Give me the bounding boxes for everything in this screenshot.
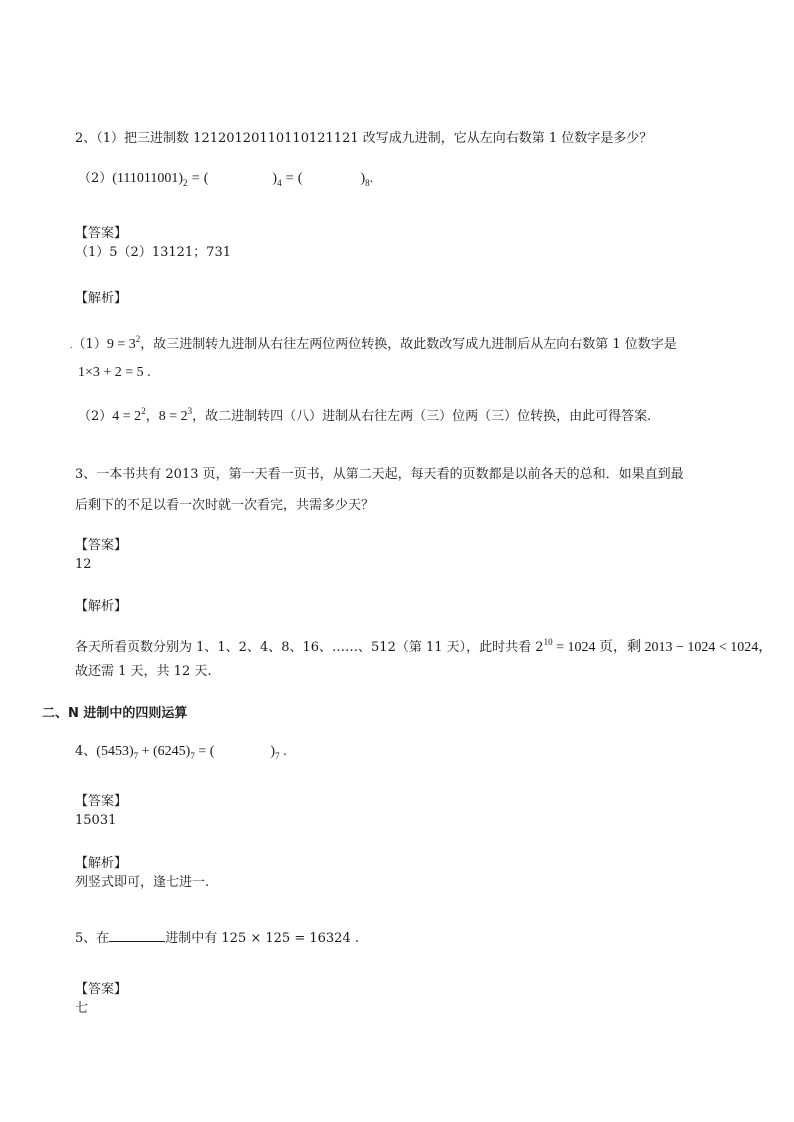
- q2-paren-close-1: ): [272, 171, 278, 186]
- q2-analysis-label: 【解析】: [75, 291, 128, 306]
- q4-analysis: 列竖式即可，逢七进一.: [75, 875, 210, 890]
- q4-close: ): [270, 744, 276, 759]
- q2-analysis-p2-sep: ，: [145, 409, 159, 424]
- q4-analysis-label: 【解析】: [75, 856, 128, 871]
- q3-analysis-line2: 故还需 1 天，共 12 天.: [75, 664, 212, 679]
- q2-answer: （1）5（2）13121；731: [75, 245, 231, 260]
- section2-title: 二、N 进制中的四则运算: [42, 706, 188, 721]
- q2-analysis-p2-m1: 4 = 2: [112, 409, 142, 424]
- q4-expr: [75, 743, 287, 765]
- q3-answer-label: 【答案】: [75, 538, 128, 553]
- q2-base8: 8: [365, 178, 370, 188]
- q5-answer-label: 【答案】: [75, 982, 128, 997]
- q2-eq-2: =: [285, 171, 294, 186]
- q2-analysis-p1-exp: 2: [135, 334, 141, 344]
- q2-paren-open-1: (: [203, 171, 209, 186]
- q4-period: .: [279, 744, 287, 759]
- q4-plus: +: [138, 744, 154, 759]
- q4-number: 4、: [75, 744, 97, 759]
- q2-paren-open-2: (: [297, 171, 303, 186]
- q2-base2: 2: [183, 178, 188, 188]
- q5-answer: 七: [75, 1001, 89, 1016]
- q2-part1-text: （1）把三进制数 12120120110110121121 改写成九进制，它从左向右数第 1 位数字是多少？: [96, 131, 653, 146]
- q2-number: 2、: [75, 131, 97, 146]
- q3-line2: 后剩下的不足以看一次时就一次看完，共需多少天？: [75, 498, 375, 513]
- q5-blank: [109, 929, 165, 942]
- q2-analysis-p2-text: ，故二进制转四（八）进制从右往左两（三）位两（三）位转换，由此可得答案.: [192, 409, 652, 424]
- q3-analysis-post: = 1024 页，剩 2013 − 1024 < 1024，: [552, 640, 773, 655]
- q2-analysis-p2-m2: 8 = 2: [158, 409, 188, 424]
- q4-answer-label: 【答案】: [75, 794, 128, 809]
- q2-analysis-p1-calc: 1×3 + 2 = 5 .: [78, 365, 151, 380]
- q5-prefix: 5、在: [75, 931, 110, 946]
- q4-term2: (6245): [153, 744, 191, 759]
- q4-term1: (5453): [96, 744, 134, 759]
- q2-paren-close-2: ): [360, 171, 366, 186]
- q2-answer-label: 【答案】: [75, 226, 128, 241]
- q2-analysis-p2: [78, 402, 651, 426]
- q2-period: .: [369, 171, 374, 186]
- q4-base1: 7: [133, 751, 139, 761]
- q2-analysis-p1: [70, 330, 677, 355]
- q3-analysis-label: 【解析】: [75, 599, 128, 614]
- q2-base4: 4: [277, 178, 282, 188]
- q2-analysis-p1-math: 9 = 3: [106, 337, 136, 352]
- q2-part2: [78, 170, 373, 192]
- q2-analysis-p2-lead: （2）: [78, 409, 113, 424]
- q4-eq: = (: [194, 744, 215, 759]
- q2-analysis-p2-e2: 3: [187, 406, 193, 416]
- q2-part2-label: （2）: [78, 171, 113, 186]
- q4-base3: 7: [275, 751, 280, 761]
- q4-base2: 7: [190, 751, 195, 761]
- q2-analysis-p1-lead: （1）: [72, 337, 107, 352]
- q2-analysis-p2-e1: 2: [141, 406, 146, 416]
- q2-analysis-p1-text: ，故三进制转九进制从右往左两位两位转换，故此数改写成九进制后从左向右数第 1 位数字是: [140, 337, 677, 352]
- q3-line1: 3、一本书共有 2013 页，第一天看一页书，从第二天起，每天看的页数都是以前各天的总和．如果直到最: [75, 467, 684, 482]
- q3-analysis-exp: 10: [543, 637, 553, 647]
- bullet-dot: .: [70, 341, 73, 350]
- q2-eq-1: =: [191, 171, 200, 186]
- q5-line: [75, 929, 359, 948]
- q3-analysis-line1: [75, 633, 772, 657]
- q3-answer: 12: [75, 557, 92, 572]
- q4-answer: 15031: [75, 813, 117, 828]
- q5-suffix: 进制中有 125 × 125 = 16324 .: [165, 931, 359, 946]
- q2-part2-expr: (111011001): [112, 171, 184, 186]
- q2-part1: [75, 130, 652, 148]
- q3-analysis-pre: 各天所看页数分别为 1、1、2、4、8、16、……、512（第 11 天），此时共看 2: [75, 640, 544, 655]
